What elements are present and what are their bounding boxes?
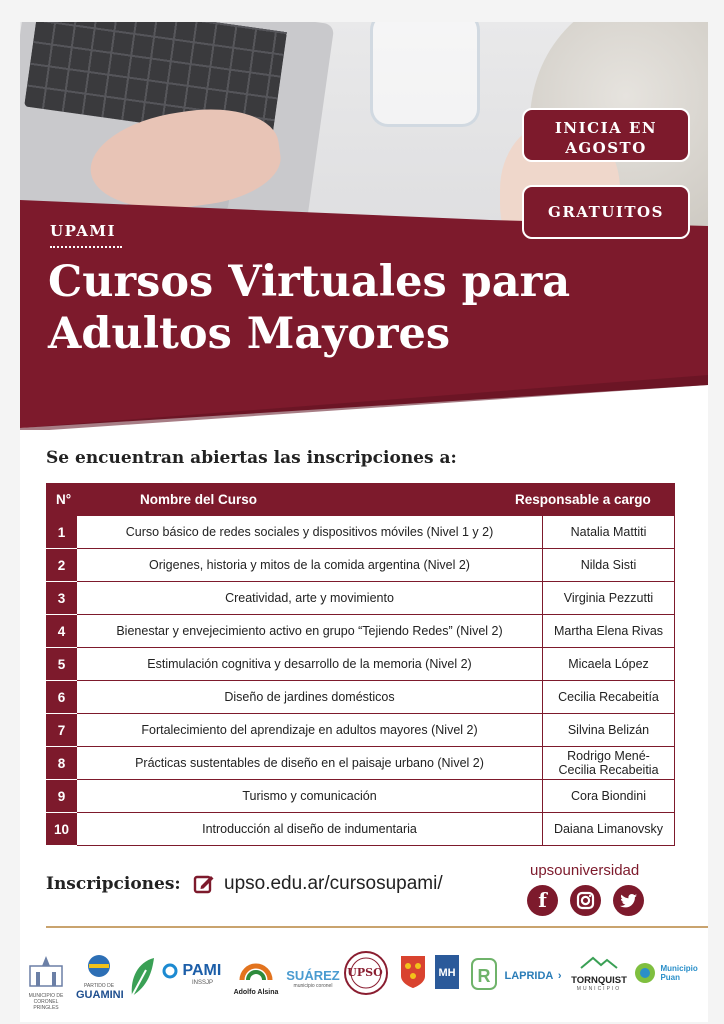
row-number: 8: [46, 747, 77, 780]
logo-adolfo-alsina: Adolfo Alsina: [230, 956, 282, 996]
table-row: [46, 648, 675, 681]
logo-laprida: LAPRIDA ›: [504, 970, 562, 982]
kicker-label: UPAMI: [50, 222, 117, 240]
table-row: [46, 681, 675, 714]
table-row: [46, 747, 675, 780]
svg-text:R: R: [477, 966, 491, 986]
free-badge: GRATUITOS: [522, 185, 690, 239]
row-number: 9: [46, 780, 77, 813]
logo-suarez: SUÁREZ municipio coronel: [286, 968, 340, 989]
course-name: Prácticas sustentables de diseño en el paisaje urbano (Nivel 2): [77, 747, 543, 780]
registration-label: Inscripciones:: [46, 874, 181, 894]
row-number: 2: [46, 549, 77, 582]
sponsor-logos: [24, 950, 708, 1010]
course-responsible: Rodrigo Mené- Cecilia Recabeitia: [543, 747, 675, 780]
logo-mh: [432, 954, 462, 995]
registration-link[interactable]: upso.edu.ar/cursosupami/: [224, 873, 443, 894]
table-row: [46, 582, 675, 615]
edit-icon: [193, 873, 215, 895]
course-name: Curso básico de redes sociales y dispositivos móviles (Nivel 1 y 2): [77, 516, 543, 549]
row-number: 1: [46, 516, 77, 549]
page-title: [48, 256, 648, 360]
row-number: 7: [46, 714, 77, 747]
header-course-name: Nombre del Curso: [140, 492, 258, 507]
title-line-2: Adultos Mayores: [48, 309, 451, 359]
logo-guamini: PARTIDO DE GUAMINI: [76, 954, 122, 1001]
social-handle: upsouniversidad: [530, 862, 640, 879]
logo-upso: UPSO: [342, 950, 390, 1001]
logo-coronel-pringles: MUNICIPIO DE CORONEL PRINGLES: [24, 954, 68, 1011]
start-date-text: INICIA EN AGOSTO: [554, 119, 658, 157]
start-date-badge: [522, 108, 690, 162]
logo-leaf: [127, 956, 159, 1003]
course-name: Introducción al diseño de indumentaria: [77, 813, 543, 846]
course-name: Creatividad, arte y movimiento: [77, 582, 543, 615]
course-responsible: Martha Elena Rivas: [543, 615, 675, 648]
table-row: [46, 780, 675, 813]
course-responsible: Natalia Mattiti: [543, 516, 675, 549]
logo-r: [468, 956, 500, 997]
course-name: Diseño de jardines domésticos: [77, 681, 543, 714]
table-row: [46, 549, 675, 582]
logo-puan: Municipio Puan: [634, 962, 708, 984]
table-row: [46, 615, 675, 648]
header-number: N°: [56, 492, 72, 507]
course-name: Estimulación cognitiva y desarrollo de la memoria (Nivel 2): [77, 648, 543, 681]
course-name: Bienestar y envejecimiento activo en grupo “Tejiendo Redes” (Nivel 2): [77, 615, 543, 648]
twitter-icon[interactable]: [613, 885, 644, 916]
course-responsible: Micaela López: [543, 648, 675, 681]
logo-shield-red: [398, 954, 428, 995]
course-responsible: Silvina Belizán: [543, 714, 675, 747]
table-row: [46, 516, 675, 549]
table-row: [46, 813, 675, 846]
header-responsible: Responsable a cargo: [515, 492, 651, 507]
course-responsible: Virginia Pezzutti: [543, 582, 675, 615]
title-line-1: Cursos Virtuales para: [48, 257, 571, 307]
course-name: Origenes, historia y mitos de la comida argentina (Nivel 2): [77, 549, 543, 582]
intro-text: Se encuentran abiertas las inscripciones a:: [46, 448, 457, 468]
water-glass: [370, 22, 480, 127]
course-responsible: Cecilia Recabeitía: [543, 681, 675, 714]
svg-text:MH: MH: [438, 967, 456, 979]
row-number: 10: [46, 813, 77, 846]
row-number: 6: [46, 681, 77, 714]
row-number: 3: [46, 582, 77, 615]
courses-table-header: [46, 483, 675, 516]
course-responsible: Nilda Sisti: [543, 549, 675, 582]
course-name: Fortalecimiento del aprendizaje en adultos mayores (Nivel 2): [77, 714, 543, 747]
course-name: Turismo y comunicación: [77, 780, 543, 813]
kicker-underline: [50, 246, 122, 248]
course-responsible: Cora Biondini: [543, 780, 675, 813]
course-responsible: Daiana Limanovsky: [543, 813, 675, 846]
facebook-icon[interactable]: f: [527, 885, 558, 916]
table-row: [46, 714, 675, 747]
logo-pami: PAMI INSSJP: [162, 962, 224, 986]
instagram-icon[interactable]: [570, 885, 601, 916]
footer-divider: [46, 926, 708, 928]
row-number: 4: [46, 615, 77, 648]
row-number: 5: [46, 648, 77, 681]
logo-tornquist: TORNQUIST MUNICIPIO: [566, 956, 632, 992]
